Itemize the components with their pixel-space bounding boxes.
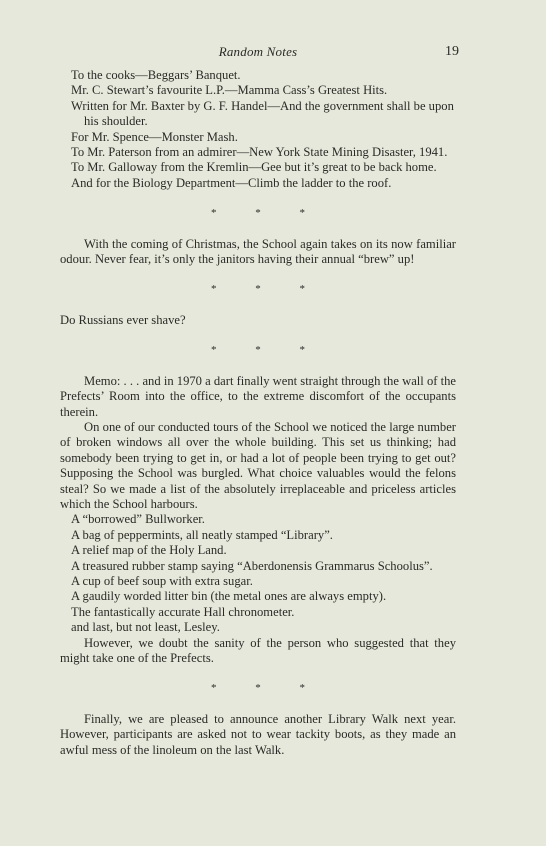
- valuables-list: [60, 512, 456, 635]
- section-separator: * * *: [211, 207, 323, 220]
- tours-paragraph: On one of our conducted tours of the School we noticed the large number of broken windows all over the whole building. This set us thinking; had somebody been trying to get in, or had a lot of people been trying to get out? Supposing the School was burgled. What choice valuables would the felons steal? So we made a list of the absolutely irreplaceable and priceless articles which the School harbours.: [60, 419, 456, 511]
- list-item: A cup of beef soup with extra sugar.: [71, 573, 253, 588]
- section-separator: * * *: [211, 682, 323, 695]
- russians-paragraph: Do Russians ever shave?: [60, 312, 186, 327]
- list-item: A gaudily worded litter bin (the metal ones are always empty).: [71, 589, 387, 604]
- dedications-list: [60, 68, 456, 191]
- christmas-paragraph: With the coming of Christmas, the School again takes on its now familiar odour. Never fear, it’s only the janitors having their annual “brew” up!: [60, 236, 456, 267]
- list-item: And for the Biology Department—Climb the ladder to the roof.: [71, 175, 392, 190]
- list-item: A “borrowed” Bullworker.: [71, 512, 205, 527]
- list-item: To Mr. Galloway from the Kremlin—Gee but it’s great to be back home.: [71, 160, 437, 175]
- list-item: To Mr. Paterson from an admirer—New York State Mining Disaster, 1941.: [71, 145, 448, 160]
- running-title: Random Notes: [218, 44, 298, 59]
- page-body: [60, 68, 456, 758]
- list-item: The fantastically accurate Hall chronometer.: [71, 604, 295, 619]
- list-item: For Mr. Spence—Monster Mash.: [71, 129, 238, 144]
- memo-paragraph: Memo: . . . and in 1970 a dart finally went straight through the wall of the Prefects’ Room into the office, to the extreme discomfort of the occupants therein.: [60, 373, 456, 419]
- page-number: 19: [445, 44, 459, 59]
- prefects-paragraph: However, we doubt the sanity of the person who suggested that they might take one of the Prefects.: [60, 635, 456, 665]
- list-item: A relief map of the Holy Land.: [71, 543, 227, 558]
- list-item: and last, but not least, Lesley.: [71, 620, 220, 635]
- list-item: To the cooks—Beggars’ Banquet.: [71, 68, 241, 82]
- section-separator: * * *: [211, 283, 323, 296]
- section-separator: * * *: [211, 344, 323, 357]
- library-walk-paragraph: Finally, we are pleased to announce another Library Walk next year. However, participants are asked not to wear tackity boots, as they made an awful mess of the linoleum on the last Walk.: [60, 711, 456, 757]
- list-item: A treasured rubber stamp saying “Aberdonensis Grammarus Schoolus”.: [71, 558, 433, 573]
- list-item: Mr. C. Stewart’s favourite L.P.—Mamma Cass’s Greatest Hits.: [71, 83, 388, 98]
- list-item: A bag of peppermints, all neatly stamped “Library”.: [71, 527, 333, 542]
- list-item: Written for Mr. Baxter by G. F. Handel—And the government shall be upon his shoulder.: [71, 98, 454, 129]
